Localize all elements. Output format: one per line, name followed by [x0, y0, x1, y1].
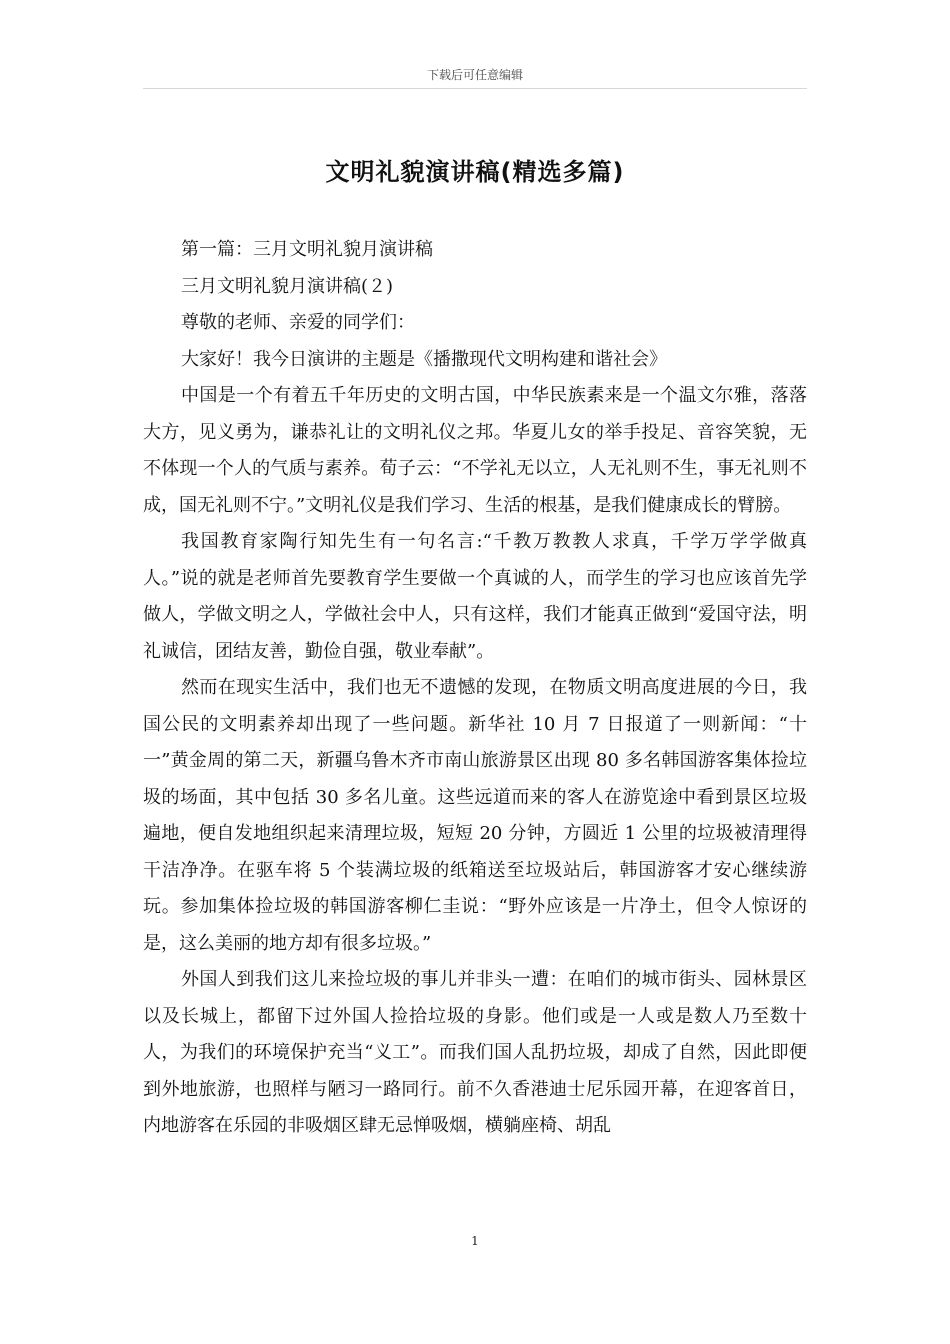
document-title: 文明礼貌演讲稿(精选多篇)	[325, 158, 625, 186]
page-number: 1	[471, 1234, 479, 1248]
document-body	[143, 232, 807, 1145]
speech-title-line: 三月文明礼貌月演讲稿(２)	[181, 275, 394, 297]
body-paragraph: 我国教育家陶行知先生有一句名言:“千教万教教人求真，千学万学学做真人。”说的就是老师首先要教育学生要做一个真诚的人，而学生的学习也应该首先学做人，学做文明之人，学做社会中人，只有这样，我们才能真正做到“爱国守法，明礼诚信，团结友善，勤俭自强，敬业奉献”。	[143, 531, 807, 662]
section-heading: 第一篇：三月文明礼貌月演讲稿	[181, 239, 433, 260]
body-paragraph: 然而在现实生活中，我们也无不遗憾的发现，在物质文明高度进展的今日，我国公民的文明素养却出现了一些问题。新华社 10 月 7 日报道了一则新闻：“十一”黄金周的第二天，新疆乌鲁木齐市南山旅游景区出现 80 多名韩国游客集体捡垃圾的场面，其中包括 30 多名儿童。这些远道而来的客人在游览途中看到景区垃圾遍地，便自发地组织起来清理垃圾，短短 20 分钟，方圆近 1 公里的垃圾被清理得干洁净净。在驱车将 5 个装满垃圾的纸箱送至垃圾站后，韩国游客才安心继续游玩。参加集体捡垃圾的韩国游客柳仁圭说：“野外应该是一片净土，但令人惊讶的是，这么美丽的地方却有很多垃圾。”	[143, 677, 807, 954]
header-note: 下载后可任意编辑	[426, 68, 523, 82]
header-divider	[143, 88, 807, 89]
greeting-line: 大家好！我今日演讲的主题是《播撒现代文明构建和谐社会》	[181, 348, 667, 370]
salutation-line: 尊敬的老师、亲爱的同学们：	[181, 312, 415, 333]
body-paragraph: 外国人到我们这儿来捡垃圾的事儿并非头一遭：在咱们的城市街头、园林景区以及长城上，都留下过外国人捡拾垃圾的身影。他们或是一人或是数人乃至数十人，为我们的环境保护充当“义工”。而我们国人乱扔垃圾，却成了自然，因此即便到外地旅游，也照样与陋习一路同行。前不久香港迪士尼乐园开幕，在迎客首日，内地游客在乐园的非吸烟区肆无忌惮吸烟，横躺座椅、胡乱	[143, 969, 807, 1136]
body-paragraph: 中国是一个有着五千年历史的文明古国，中华民族素来是一个温文尔雅，落落大方，见义勇为，谦恭礼让的文明礼仪之邦。华夏儿女的举手投足、音容笑貌，无不体现一个人的气质与素养。荀子云：“不学礼无以立，人无礼则不生，事无礼则不成，国无礼则不宁。”文明礼仪是我们学习、生活的根基，是我们健康成长的臂膀。	[143, 385, 807, 516]
